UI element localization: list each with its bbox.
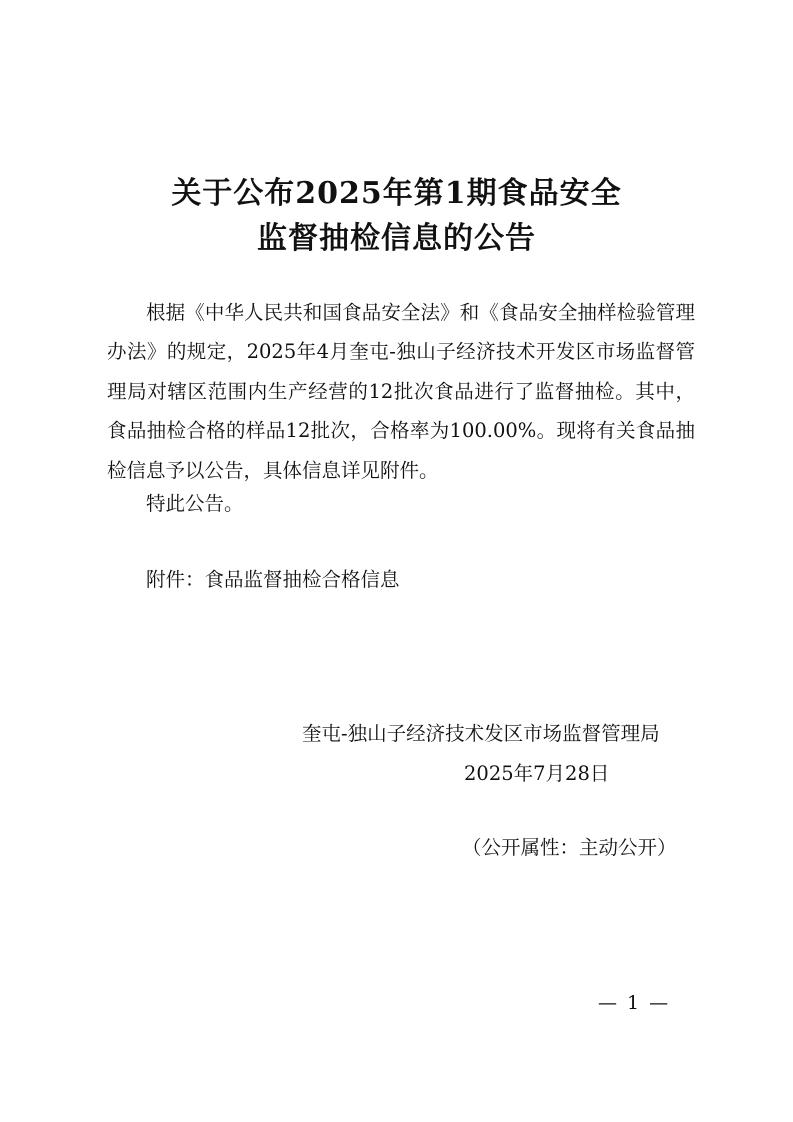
disclosure-attribute: （公开属性：主动公开） bbox=[462, 836, 677, 859]
page-number: — 1 — bbox=[598, 992, 671, 1014]
attachment-note: 附件：食品监督抽检合格信息 bbox=[146, 568, 400, 591]
closing-remark: 特此公告。 bbox=[146, 492, 244, 515]
document-title-line-2: 监督抽检信息的公告 bbox=[257, 221, 536, 256]
issuing-authority: 奎屯-独山子经济技术发区市场监督管理局 bbox=[302, 722, 660, 745]
issue-date: 2025年7月28日 bbox=[464, 762, 610, 785]
announcement-body: 根据《中华人民共和国食品安全法》和《食品安全抽样检验管理办法》的规定，2025年4月奎屯-独山子经济技术开发区市场监督管理局对辖区范围内生产经营的12批次食品进行了监督抽检。其中，食品抽检合格的样品12批次，合格率为100.00%。现将有关食品抽检信息予以公告，具体信息详见附件。 bbox=[107, 301, 695, 482]
document-title-line-1: 关于公布2025年第1期食品安全 bbox=[171, 176, 622, 211]
